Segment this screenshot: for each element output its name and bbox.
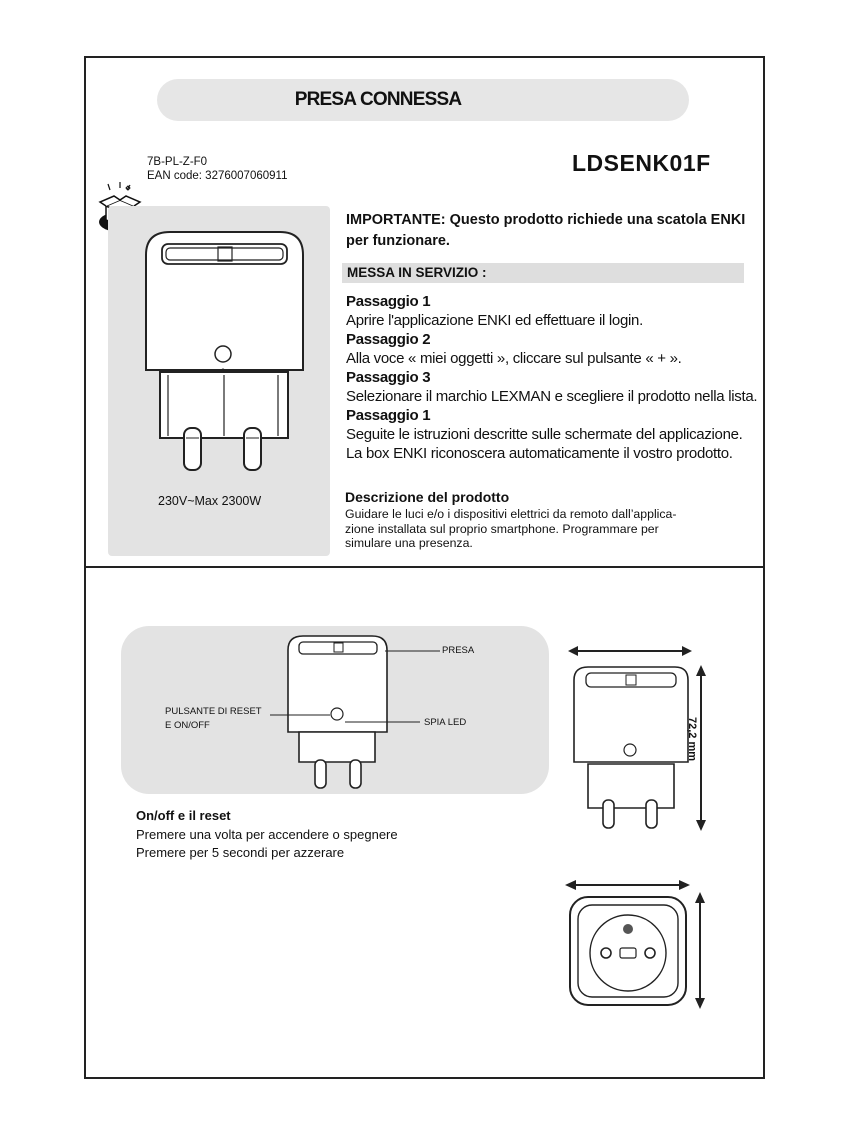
step-text: Aprire l'applicazione ENKI ed effettuare il login. [346, 312, 643, 329]
power-rating: 230V~Max 2300W [158, 494, 262, 508]
step-text: Selezionare il marchio LEXMAN e scegliere il prodotto nella lista. [346, 388, 758, 405]
height-dimension: 72,2 mm [686, 717, 698, 762]
step-title: Passaggio 1 [346, 407, 431, 424]
step-title: Passaggio 1 [346, 293, 431, 310]
onoff-line: Premere per 5 secondi per azzerare [136, 845, 345, 860]
onoff-line: Premere una volta per accendere o spegnere [136, 827, 398, 842]
onoff-instructions [136, 826, 398, 862]
ref-code: 7B-PL-Z-F0 [147, 156, 208, 168]
step-text: La box ENKI riconoscera automaticamente il vostro prodotto. [346, 445, 733, 462]
onoff-title: On/off e il reset [136, 808, 231, 823]
step-text: Alla voce « miei oggetti », cliccare sul pulsante « + ». [346, 350, 682, 367]
setup-heading: MESSA IN SERVIZIO : [342, 263, 744, 283]
page-title: PRESA CONNESSA [294, 89, 462, 110]
description-line: Guidare le luci e/o i dispositivi elettrici da remoto dall’applica- [345, 507, 677, 521]
label-reset: PULSANTE DI RESET [165, 706, 262, 717]
description-line: zione installata sul proprio smartphone. Programmare per [345, 521, 659, 536]
model-number: LDSENK01F [572, 150, 711, 176]
label-led: SPIA LED [424, 717, 467, 728]
dimension-front-view [560, 875, 720, 1015]
step-title: Passaggio 2 [346, 331, 431, 348]
description-line: simulare una presenza. [345, 536, 473, 550]
step-title: Passaggio 3 [346, 369, 431, 386]
label-reset-2: E ON/OFF [165, 720, 210, 731]
description-title: Descrizione del prodotto [345, 489, 510, 505]
important-note: IMPORTANTE: Questo prodotto richiede una scatola ENKI per funzionare. [346, 212, 746, 249]
label-socket: PRESA [442, 645, 475, 656]
ean-code: EAN code: 3276007060911 [147, 170, 288, 182]
step-text: Seguite le istruzioni descritte sulle schermate del applicazione. [346, 426, 743, 443]
